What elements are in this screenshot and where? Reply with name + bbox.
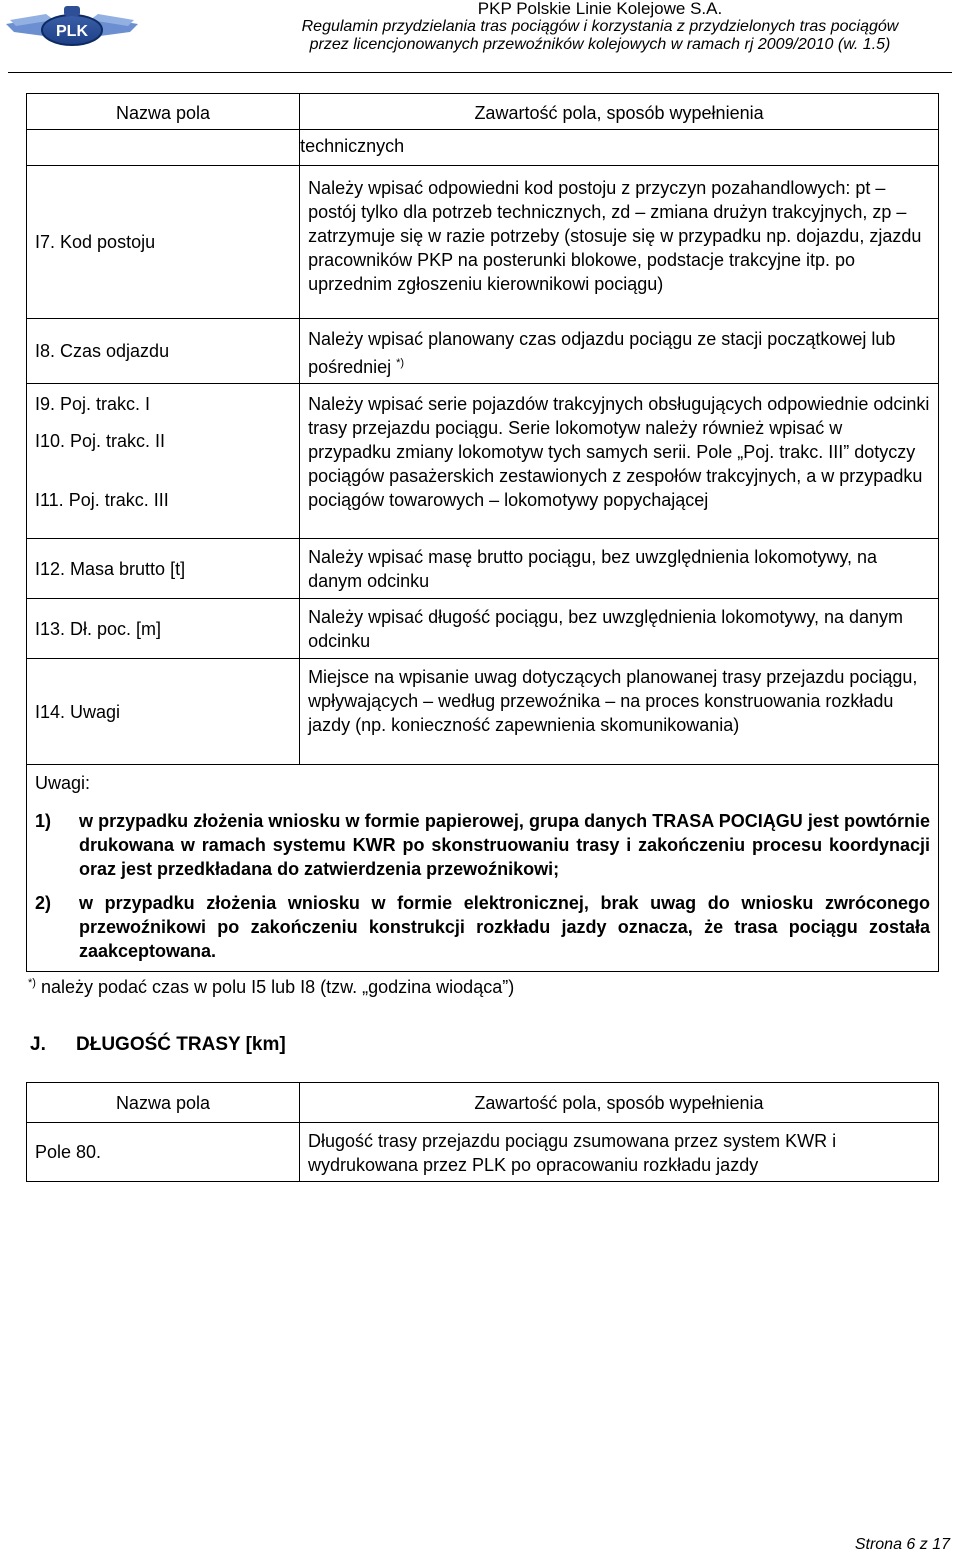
field-desc-i13: Należy wpisać długość pociągu, bez uwzględnienia lokomotywy, na danym odcinku — [300, 599, 939, 659]
field-table-j — [26, 1082, 939, 1182]
field-name-i8: I8. Czas odjazdu — [27, 319, 300, 384]
note-2-number: 2) — [35, 893, 52, 913]
field-name-pole80: Pole 80. — [27, 1123, 300, 1182]
continued-text: technicznych — [300, 130, 939, 166]
field-name-i11: I11. Poj. trakc. III — [35, 490, 169, 510]
footnote-ref: *) — [396, 357, 405, 369]
header-rule — [8, 72, 952, 73]
field-name-i14: I14. Uwagi — [27, 659, 300, 765]
footnote-mark: *) — [28, 977, 36, 989]
section-title: DŁUGOŚĆ TRASY [km] — [76, 1034, 286, 1055]
header-company: PKP Polskie Linie Kolejowe S.A. — [477, 0, 723, 18]
field-name-i12: I12. Masa brutto [t] — [27, 539, 300, 599]
col-header-content: Zawartość pola, sposób wypełnienia — [300, 94, 939, 130]
notes-title: Uwagi: — [35, 773, 91, 793]
field-table-i — [26, 93, 939, 972]
field-name-traction-cell — [27, 384, 300, 539]
col-header-name: Nazwa pola — [27, 94, 300, 130]
page-number: Strona 6 z 17 — [854, 1536, 950, 1553]
header-title-line1: Regulamin przydzielania tras pociągów i korzystania z przydzielonych tras pociągów — [301, 18, 899, 35]
document-header — [250, 0, 950, 54]
field-desc-i7: Należy wpisać odpowiedni kod postoju z przyczyn pozahandlowych: pt – postój tylko dla potrzeb technicznych, zd – zmiana drużyn trakcyjnych, zp – zatrzymuje się w razie potrzeby (stosuje się w przypadku np. dojazdu, zjazdu pracowników PKP na posterunki blokowe, podstacje trakcyjne itp. po uprzednim zgłoszeniu kierownikowi pociągu) — [300, 166, 939, 319]
note-1-number: 1) — [35, 811, 52, 831]
field-name-i7: I7. Kod postoju — [27, 166, 300, 319]
note-1-text: w przypadku złożenia wniosku w formie papierowej, grupa danych TRASA POCIĄGU jest powtórnie drukowana w ramach systemu KWR po skonstruowaniu trasy i zakończeniu procesu koordynacji oraz jest przedkładana do zatwierdzenia przewoźnikowi; — [79, 811, 930, 879]
logo-text: PLK — [56, 23, 88, 40]
field-desc-i12: Należy wpisać masę brutto pociągu, bez uwzględnienia lokomotywy, na danym odcinku — [300, 539, 939, 599]
field-desc-i8-cell — [300, 319, 939, 384]
plk-logo — [4, 2, 140, 54]
field-name-i10: I10. Poj. trakc. II — [35, 431, 166, 451]
section-heading — [30, 1034, 286, 1056]
field-name-i9: I9. Poj. trakc. I — [35, 394, 151, 414]
note-2 — [27, 891, 938, 963]
field-desc-traction: Należy wpisać serie pojazdów trakcyjnych obsługujących odpowiednie odcinki trasy przejazdu pociągu. Serie lokomotyw należy również wpisać w przypadku zmiany lokomotyw tych samych serii. Pole „Poj. trakc. III” dotyczy pociągów pasażerskich zestawionych z zespołów trakcyjnych, a w przypadku pociągów towarowych – lokomotywy popychającej — [300, 384, 939, 539]
field-name-i13: I13. Dł. poc. [m] — [27, 599, 300, 659]
note-1 — [27, 809, 938, 881]
field-desc-i14: Miejsce na wpisanie uwag dotyczących planowanej trasy przejazdu pociągu, wpływających – według przewoźnika – na proces konstruowania rozkładu jazdy (np. konieczność zapewnienia skomunikowania) — [300, 659, 939, 765]
notes-cell — [27, 765, 939, 972]
header-title-line2: przez licencjonowanych przewoźników kolejowych w ramach rj 2009/2010 (w. 1.5) — [309, 36, 891, 53]
field-desc-pole80: Długość trasy przejazdu pociągu zsumowana przez system KWR i wydrukowana przez PLK po opracowaniu rozkładu jazdy — [299, 1123, 938, 1182]
col-header-name: Nazwa pola — [27, 1083, 300, 1123]
note-2-text: w przypadku złożenia wniosku w formie elektronicznej, brak uwag do wniosku zwróconego przewoźnikowi po zakończeniu konstrukcji rozkładu jazdy oznacza, że trasa pociągu została zaakceptowana. — [79, 893, 930, 961]
footnote-text: należy podać czas w polu I5 lub I8 (tzw. „godzina wiodąca”) — [35, 977, 515, 997]
footnote — [28, 977, 514, 998]
section-letter: J. — [30, 1034, 46, 1055]
col-header-content: Zawartość pola, sposób wypełnienia — [299, 1083, 938, 1123]
empty-cell — [27, 130, 300, 166]
field-desc-i8: Należy wpisać planowany czas odjazdu pociągu ze stacji początkowej lub pośredniej — [308, 329, 896, 377]
